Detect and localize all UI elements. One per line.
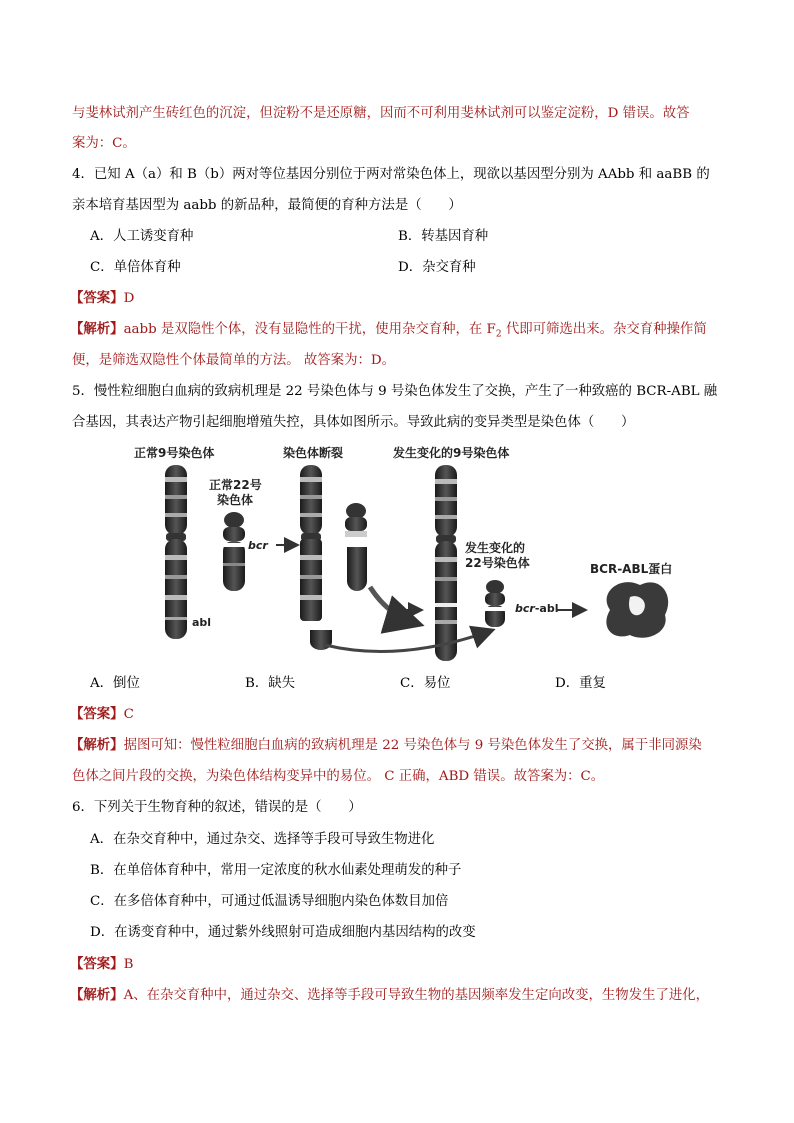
label-changed-chr22-line1: 发生变化的 [465, 541, 526, 555]
label-chromosome-break: 染色体断裂 [283, 446, 344, 460]
answer-value: B [123, 957, 134, 972]
label-bcr-abl-gene: bcr-abl [515, 602, 559, 615]
answer-value: C [123, 707, 134, 722]
answer-label: 【答案】 [70, 957, 124, 972]
q5-explanation-line-1 [70, 736, 730, 756]
label-normal-chr9: 正常9号染色体 [134, 446, 215, 460]
q5-option-d: D．重复 [555, 676, 606, 691]
label-changed-chr9: 发生变化的9号染色体 [393, 446, 510, 460]
q6-answer [70, 955, 730, 975]
arrow-curve-2 [325, 631, 490, 651]
q6-stem: 6．下列关于生物育种的叙述，错误的是（ ） [72, 800, 362, 815]
explanation-label: 【解析】 [70, 322, 124, 337]
label-bcr-abl-protein: BCR-ABL蛋白 [590, 562, 673, 576]
q4-stem-line-1: 4．已知 A（a）和 B（b）两对等位基因分别位于两对常染色体上，现欲以基因型分别为 AAbb 和 aaBB 的 [72, 167, 710, 182]
normal-chr9-shape [165, 465, 187, 639]
q4-option-b: B．转基因育种 [398, 229, 489, 244]
q5-stem-line-1: 5．慢性粒细胞白血病的致病机理是 22 号染色体与 9 号染色体发生了交换，产生了一种致癌的 BCR-ABL 融 [72, 384, 718, 399]
explanation-subscript: 2 [495, 329, 502, 340]
q6-option-a: A．在杂交育种中，通过杂交、选择等手段可导致生物进化 [90, 832, 435, 847]
label-normal-chr22-line2: 染色体 [217, 493, 254, 507]
q5-option-a: A．倒位 [90, 676, 140, 691]
explanation-text: 据图可知：慢性粒细胞白血病的致病机理是 22 号染色体与 9 号染色体发生了交换，属于非同源染 [123, 738, 702, 753]
changed-chr22-shape [485, 580, 505, 627]
q4-explanation-line-1 [70, 320, 730, 345]
bcr-abl-protein-shape [606, 582, 668, 638]
label-bcr: bcr [248, 539, 268, 552]
label-abl: abl [192, 616, 212, 629]
q5-option-b: B．缺失 [245, 676, 296, 691]
changed-chr9-shape [435, 465, 457, 661]
answer-label: 【答案】 [70, 291, 124, 306]
q4-option-c: C．单倍体育种 [90, 260, 181, 275]
broken-chr22-shape [345, 503, 367, 591]
prev-explanation-line-2: 案为：C。 [72, 136, 136, 151]
arrow-curve-1 [370, 587, 415, 623]
q5-explanation-line-2: 色体之间片段的交换，为染色体结构变异中的易位。 C 正确，ABD 错误。故答案为：C。 [72, 769, 605, 784]
broken-chr9-shape [300, 465, 332, 650]
explanation-label: 【解析】 [70, 738, 124, 753]
chromosome-translocation-figure [120, 445, 680, 670]
explanation-label: 【解析】 [70, 988, 124, 1003]
label-changed-chr22-line2: 22号染色体 [465, 556, 530, 570]
q5-option-c: C．易位 [400, 676, 451, 691]
q4-stem-line-2: 亲本培育基因型为 aabb 的新品种，最简便的育种方法是（ ） [72, 198, 462, 213]
explanation-text: A、在杂交育种中，通过杂交、选择等手段可导致生物的基因频率发生定向改变，生物发生了进化， [123, 988, 710, 1003]
answer-label: 【答案】 [70, 707, 124, 722]
answer-value: D [123, 291, 135, 306]
q4-explanation-line-2: 便，是筛选双隐性个体最简单的方法。 故答案为：D。 [72, 353, 395, 368]
q6-option-c: C．在多倍体育种中，可通过低温诱导细胞内染色体数目加倍 [90, 894, 449, 909]
label-normal-chr22-line1: 正常22号 [209, 478, 262, 492]
explanation-text-cont: 代即可筛选出来。杂交育种操作简 [501, 322, 707, 337]
q6-explanation-line-1 [70, 986, 730, 1006]
q5-stem-line-2: 合基因，其表达产物引起细胞增殖失控，具体如图所示。导致此病的变异类型是染色体（ ） [72, 415, 635, 430]
prev-explanation-line-1: 与斐林试剂产生砖红色的沉淀，但淀粉不是还原糖，因而不可利用斐林试剂可以鉴定淀粉，D 错误。故答 [72, 106, 690, 121]
q4-option-d: D．杂交育种 [398, 260, 476, 275]
q6-option-d: D．在诱变育种中，通过紫外线照射可造成细胞内基因结构的改变 [90, 925, 476, 940]
q6-option-b: B．在单倍体育种中，常用一定浓度的秋水仙素处理萌发的种子 [90, 863, 462, 878]
normal-chr22-shape [223, 512, 245, 591]
explanation-text: aabb 是双隐性个体，没有显隐性的干扰，使用杂交育种，在 F [123, 322, 496, 337]
q4-answer [70, 289, 730, 309]
q5-answer [70, 705, 730, 725]
q4-option-a: A．人工诱变育种 [90, 229, 194, 244]
